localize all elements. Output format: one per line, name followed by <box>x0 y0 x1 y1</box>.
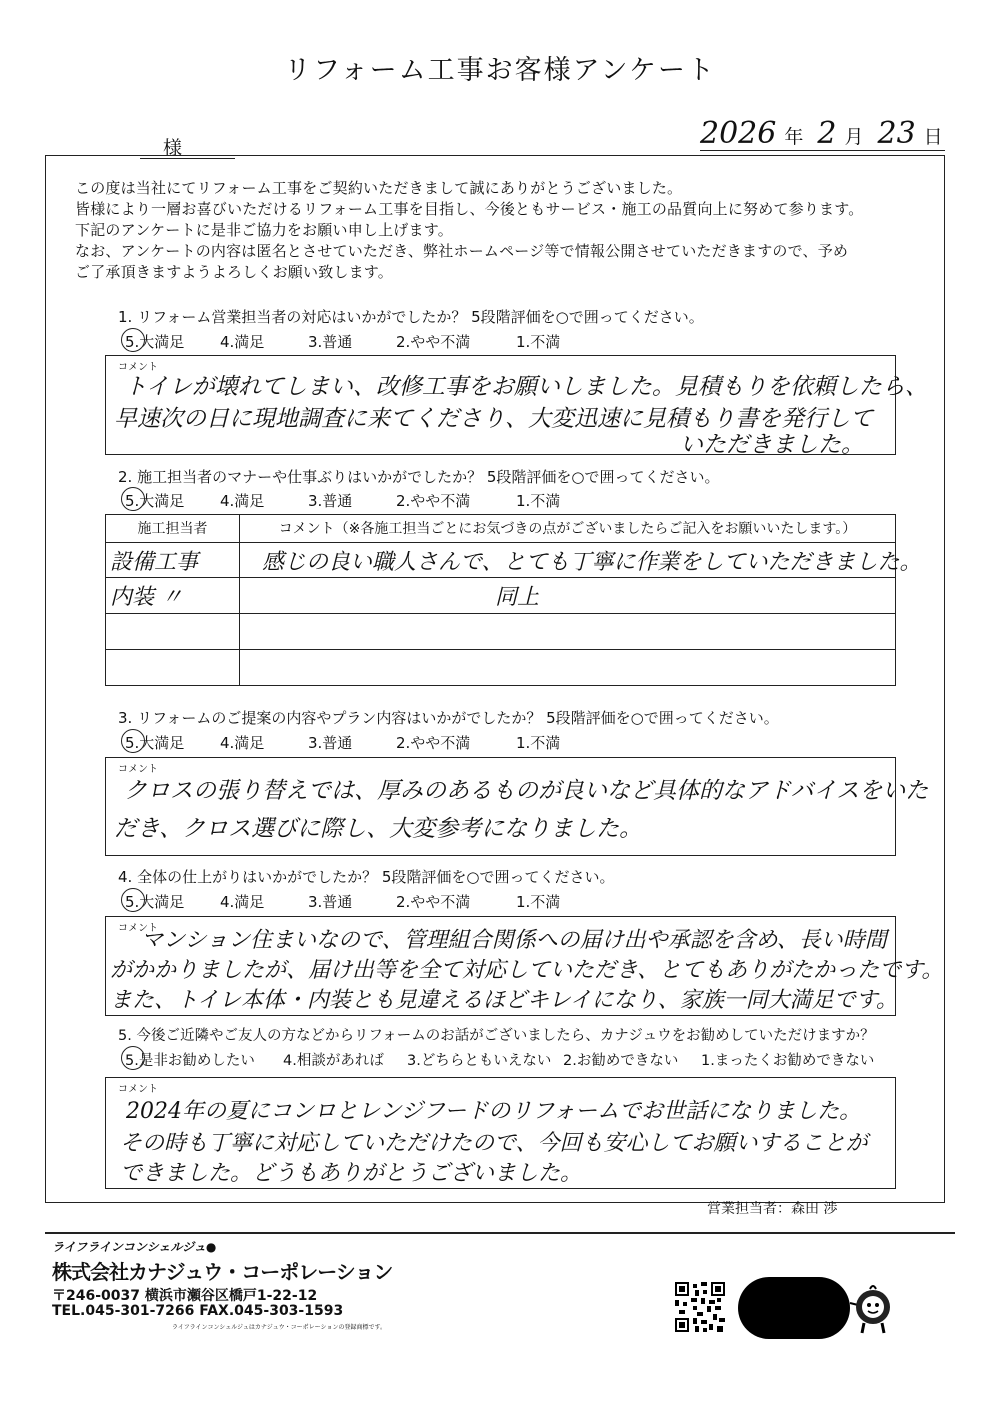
handwritten-comment: 同上 <box>495 585 540 611</box>
rating-options-5 <box>125 1049 874 1070</box>
company-phone: TEL.045-301-7266 FAX.045-303-1593 <box>52 1303 344 1319</box>
rating-option[interactable]: 2.やや不満 <box>396 734 471 752</box>
selection-circle <box>121 888 145 912</box>
rating-option-selected[interactable]: 5.大満足 <box>125 490 220 511</box>
handwritten-comment-line: いただきました。 <box>680 432 864 458</box>
redaction-block <box>738 1277 850 1339</box>
trademark-note: ライフラインコンシェルジュはカナジュウ・コーポレーションの登録商標です。 <box>172 1324 386 1331</box>
staff-cell[interactable] <box>106 650 240 686</box>
selection-circle <box>121 487 145 511</box>
rating-option[interactable]: 4.満足 <box>220 333 265 351</box>
table-row <box>106 614 896 650</box>
rating-option[interactable]: 3.普通 <box>308 333 353 351</box>
rating-options-2 <box>125 490 560 511</box>
sales-rep: 営業担当者：森田 渉 <box>707 1201 838 1217</box>
comment-box-4[interactable] <box>105 916 944 1016</box>
rating-option[interactable]: 2.やや不満 <box>396 492 471 510</box>
rating-option[interactable]: 3.普通 <box>308 492 353 510</box>
comment-cell[interactable] <box>240 614 896 650</box>
question-4: 4. 全体の仕上がりはいかがでしたか？ 5段階評価を○で囲ってください。 <box>118 868 615 886</box>
rating-option[interactable]: 4.相談があれば <box>283 1053 384 1069</box>
handwritten-comment-line: また、トイレ本体・内装とも見違えるほどキレイになり、家族一同大満足です。 <box>110 988 898 1013</box>
staff-cell[interactable] <box>106 542 240 578</box>
staff-cell[interactable] <box>106 614 240 650</box>
rating-option[interactable]: 1.不満 <box>516 333 561 351</box>
company-name: 株式会社カナジュウ・コーポレーション <box>52 1260 393 1284</box>
comment-cell[interactable] <box>240 578 896 614</box>
rating-option[interactable]: 4.満足 <box>220 893 265 911</box>
table-header-row <box>106 515 896 543</box>
handwritten-comment-line: 2024年の夏にコンロとレンジフードのリフォームでお世話になりました。 <box>126 1099 862 1124</box>
rating-option[interactable]: 2.やや不満 <box>396 893 471 911</box>
table-row <box>106 650 896 686</box>
rating-option[interactable]: 2.お勧めできない <box>563 1053 679 1069</box>
rating-option[interactable]: 2.やや不満 <box>396 333 471 351</box>
selection-circle <box>121 1046 145 1070</box>
date-underline <box>700 150 945 151</box>
rating-option[interactable]: 1.まったくお勧めできない <box>701 1053 875 1069</box>
rating-option-selected[interactable]: 5.大満足 <box>125 732 220 753</box>
rating-option[interactable]: 3.普通 <box>308 734 353 752</box>
comment-label: コメント <box>118 923 158 934</box>
table-row <box>106 578 896 614</box>
survey-date: 2026 年 2 月 23 日 <box>700 116 943 151</box>
question-5: 5. 今後ご近隣やご友人の方などからリフォームのお話がございましたら、カナジュウをお勧めしていただけますか？ <box>118 1028 875 1044</box>
rating-option[interactable]: 3.普通 <box>308 893 353 911</box>
mascot-icon <box>848 1283 894 1335</box>
question-1: 1. リフォーム営業担当者の対応はいかがでしたか？ 5段階評価を○で囲ってください。 <box>118 308 704 326</box>
handwritten-staff: 設備工事 <box>110 549 199 575</box>
handwritten-comment-line: 早速次の日に現地調査に来てくださり、大変迅速に見積もり書を発行して <box>114 406 873 432</box>
date-day: 23 <box>877 116 916 151</box>
date-month: 2 <box>817 116 837 151</box>
comment-label: コメント <box>118 362 158 373</box>
handwritten-comment-line: その時も丁寧に対応していただけたので、今回も安心してお願いすることが <box>120 1131 868 1156</box>
rating-options-3 <box>125 732 560 753</box>
handwritten-comment-line: マンション住まいなので、管理組合関係への届け出や承認を含め、長い時間 <box>141 928 887 953</box>
rating-option[interactable]: 3.どちらともいえない <box>407 1053 552 1069</box>
intro-text: この度は当社にてリフォーム工事をご契約いただきまして誠にありがとうございました。 皆様により一層お喜びいただけるリフォーム工事を目指し、今後ともサービス・施工の品質向上に努めて参ります。 下記のアンケートに是非ご協力をお願い申し上げます。 なお、アンケートの内容は匿名とさせていただき、弊社ホームページ等で情報公開させていただきますので、予め ご了承頂きますようよろしくお願い致します。 <box>75 179 864 281</box>
comment-box-1[interactable] <box>105 355 928 458</box>
rating-options-1 <box>125 331 560 352</box>
handwritten-comment-line: だき、クロス選びに際し、大変参考になりました。 <box>114 816 643 842</box>
rating-option-selected[interactable]: 5.大満足 <box>125 331 220 352</box>
comment-label: コメント <box>118 1084 158 1095</box>
rating-option-selected[interactable]: 5.是非お勧めしたい <box>125 1049 283 1070</box>
rating-option[interactable]: 1.不満 <box>516 893 561 911</box>
page-title: リフォーム工事お客様アンケート <box>283 55 717 86</box>
rating-options-4 <box>125 891 560 912</box>
qr-code-icon[interactable] <box>675 1282 725 1332</box>
comment-cell[interactable] <box>240 650 896 686</box>
selection-circle <box>121 729 145 753</box>
staff-table <box>105 514 922 686</box>
handwritten-comment-line: トイレが壊れてしまい、改修工事をお願いしました。見積もりを依頼したら、 <box>124 374 928 400</box>
table-header-staff: 施工担当者 <box>106 515 240 543</box>
rating-option[interactable]: 1.不満 <box>516 492 561 510</box>
selection-circle <box>121 328 145 352</box>
company-tagline: ライフラインコンシェルジュ● <box>52 1240 217 1254</box>
rating-option-selected[interactable]: 5.大満足 <box>125 891 220 912</box>
comment-box-5[interactable] <box>105 1077 896 1189</box>
rating-option[interactable]: 4.満足 <box>220 492 265 510</box>
comment-box-3[interactable] <box>105 757 929 856</box>
handwritten-comment-line: がかかりましたが、届け出等を全て対応していただき、とてもありがたかったです。 <box>110 958 944 983</box>
customer-suffix: 様 <box>163 137 183 159</box>
comment-cell[interactable] <box>240 542 922 578</box>
table-row <box>106 542 896 578</box>
comment-label: コメント <box>118 764 158 775</box>
staff-cell[interactable] <box>106 578 240 614</box>
rating-option[interactable]: 1.不満 <box>516 734 561 752</box>
handwritten-comment-line: できました。どうもありがとうございました。 <box>120 1161 583 1186</box>
handwritten-staff: 内装 〃 <box>110 585 183 611</box>
handwritten-comment-line: クロスの張り替えでは、厚みのあるものが良いなど具体的なアドバイスをいた <box>124 778 929 804</box>
company-address: 〒246-0037 横浜市瀬谷区橋戸1-22-12 <box>52 1288 318 1304</box>
handwritten-comment: 感じの良い職人さんで、とても丁寧に作業をしていただきました。 <box>262 549 922 575</box>
question-2: 2. 施工担当者のマナーや仕事ぶりはいかがでしたか？ 5段階評価を○で囲ってください。 <box>118 468 720 486</box>
table-header-comment: コメント（※各施工担当ごとにお気づきの点がございましたらご記入をお願いいたします。） <box>240 515 896 543</box>
rating-option[interactable]: 4.満足 <box>220 734 265 752</box>
footer-divider <box>45 1232 955 1234</box>
date-year: 2026 <box>700 116 777 151</box>
question-3: 3. リフォームのご提案の内容やプラン内容はいかがでしたか？ 5段階評価を○で囲ってください。 <box>118 709 779 727</box>
